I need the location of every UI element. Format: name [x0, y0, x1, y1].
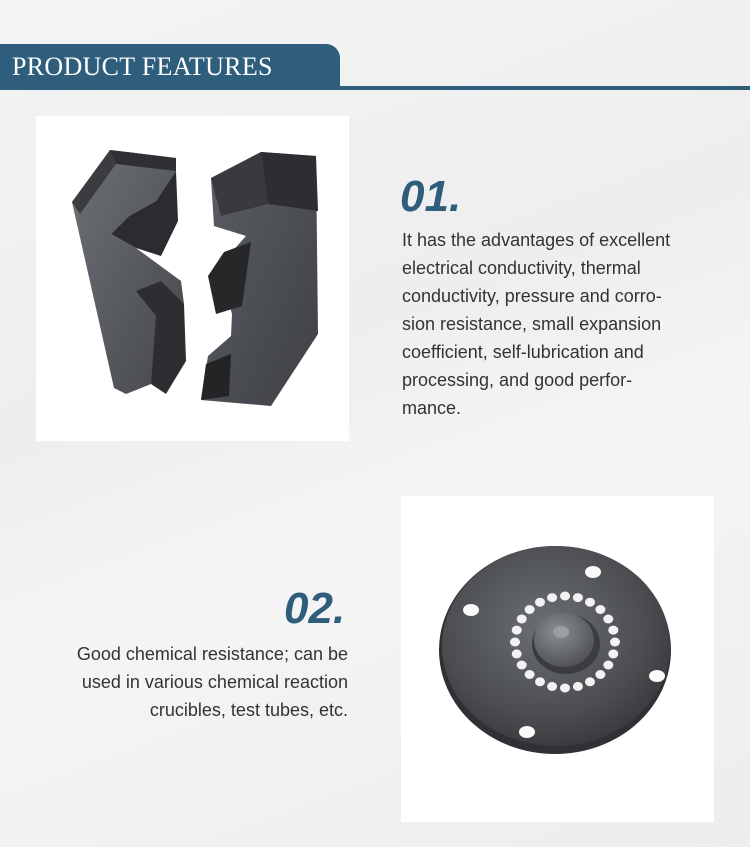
disc-hole — [595, 670, 605, 679]
feature-1-line: mance. — [402, 398, 462, 418]
disc-hole — [510, 638, 520, 647]
disc-hole — [525, 605, 535, 614]
disc-hole — [517, 615, 527, 624]
disc-hole — [512, 649, 522, 658]
disc-hole — [595, 605, 605, 614]
feature-description-1 — [402, 226, 712, 422]
disc-hole — [585, 598, 595, 607]
feature-2-line: used in various chemical reaction — [81, 672, 348, 692]
disc-hole — [560, 592, 570, 601]
feature-1-line: coefficient, self-lubrication and — [402, 342, 644, 362]
feature-2-line: crucibles, test tubes, etc. — [149, 700, 348, 720]
disc-hole — [608, 649, 618, 658]
disc-hole — [560, 684, 570, 693]
graphite-block-photo — [36, 116, 349, 441]
disc-hole — [525, 670, 535, 679]
disc-hole — [603, 615, 613, 624]
disc-hole — [610, 638, 620, 647]
feature-1-line: conductivity, pressure and corro- — [402, 286, 662, 306]
disc-hole — [603, 661, 613, 670]
disc-hole — [517, 661, 527, 670]
disc-hole — [585, 677, 595, 686]
feature-2-line: Good chemical resistance; can be — [76, 644, 348, 664]
disc-hole — [512, 626, 522, 635]
disc-hole — [535, 598, 545, 607]
disc-hole — [573, 682, 583, 691]
page-title: PRODUCT FEATURES — [12, 52, 273, 81]
feature-1-line: processing, and good perfor- — [402, 370, 633, 390]
disc-hole — [547, 593, 557, 602]
feature-description-2 — [36, 640, 348, 724]
feature-number-2: 02. — [284, 584, 346, 633]
disc-hole — [535, 677, 545, 686]
graphite-disc-photo — [401, 496, 714, 822]
disc-hole — [547, 682, 557, 691]
disc-hole — [573, 593, 583, 602]
header-divider — [0, 86, 750, 90]
feature-1-line: sion resistance, small expansion — [402, 314, 662, 334]
disc-hole — [608, 626, 618, 635]
feature-1-line: electrical conductivity, thermal — [402, 258, 641, 278]
feature-1-line: It has the advantages of excellent — [402, 230, 671, 250]
feature-number-1: 01. — [400, 172, 462, 221]
